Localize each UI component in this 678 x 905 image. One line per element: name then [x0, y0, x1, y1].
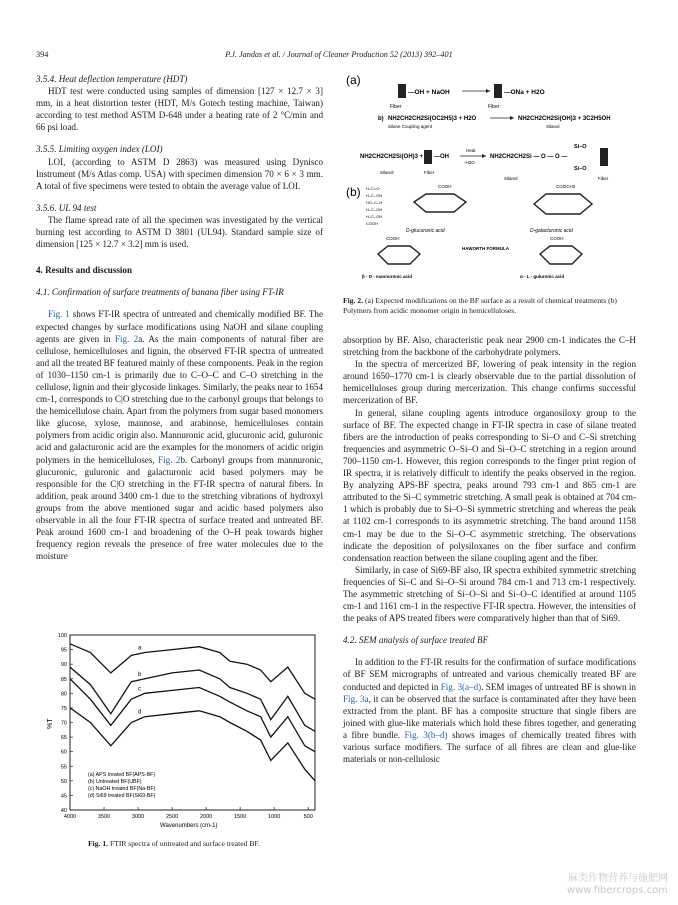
svg-text:—ONa + H2O: —ONa + H2O	[504, 89, 545, 96]
svg-text:D-glucuronic acid: D-glucuronic acid	[406, 228, 445, 234]
svg-text:HAWORTH FORMULA: HAWORTH FORMULA	[462, 246, 509, 251]
svg-text:-H2O: -H2O	[464, 160, 475, 165]
svg-text:H–C=O: H–C=O	[366, 186, 380, 191]
heading-4-1: 4.1. Confirmation of surface treatments of banana fiber using FT-IR	[36, 287, 284, 298]
series-line	[70, 708, 315, 781]
fig1-link[interactable]: Fig. 1	[48, 309, 70, 320]
svg-text:Silane Coupling agent: Silane Coupling agent	[388, 124, 433, 129]
x-tick-label: 3000	[131, 814, 145, 820]
x-tick-label: 1000	[268, 814, 281, 820]
heading-3-5-4: 3.5.4. Heat deflection temperature (HDT)	[36, 74, 188, 84]
svg-text:Fiber: Fiber	[488, 104, 500, 110]
y-tick-label: 70	[60, 720, 67, 727]
x-tick-label: 500	[303, 814, 313, 820]
heading-3-5-5: 3.5.5. Limiting oxygen index (LOI)	[36, 144, 163, 155]
svg-text:D-galacturonic acid: D-galacturonic acid	[530, 228, 573, 234]
right-column-text	[343, 334, 636, 765]
fig3ad-link[interactable]: Fig. 3(a–d)	[440, 681, 482, 692]
fig3bd-link[interactable]: Fig. 3(b–d)	[404, 729, 448, 740]
watermark: 麻类作物营养与施肥网 www.fibercrops.com	[566, 873, 668, 896]
y-tick-label: 55	[60, 764, 67, 771]
svg-text:COOH: COOH	[550, 236, 564, 241]
figure-1	[40, 625, 320, 833]
paragraph-loi: LOI, (according to ASTM D 2863) was measured using Dynisco Instrument (M/s Atlas comp. USA) with specimen dimension 70 × 6 × 3 mm. A total of five specimens were tested to obtain the average value of LOI.	[36, 156, 323, 191]
curve-label: d	[138, 709, 142, 716]
heading-3-5-6: 3.5.6. UL 94 test	[36, 202, 97, 213]
curve-label: c	[138, 686, 142, 693]
x-tick-label: 1500	[234, 814, 247, 820]
y-tick-label: 60	[60, 749, 67, 756]
svg-text:H–C–OH: H–C–OH	[366, 214, 383, 219]
svg-text:NH2CH2CH2Si(OC2H5)3 + H2O: NH2CH2CH2Si(OC2H5)3 + H2O	[388, 116, 477, 122]
svg-text:Fiber: Fiber	[424, 170, 435, 175]
fig3a-link[interactable]: Fig. 3a	[343, 693, 369, 704]
paragraph-sem: In addition to the FT-IR results for the confirmation of surface modifications of BF SEM micrographs of untreated and various chemically treated BF are conducted and depicted in Fig. 3(a–d). SEM images of untreated BF is shown in Fig. 3a, it can be observed that the surface is contaminated after they have been extracted from the plant. BF has a composite structure that single fibers are joined with glue-like materials which hold these fibres together, and generating a fibre bundle. Fig. 3(b–d) shows images of chemically treated fibres with various surface modifiers. The surface of all fibres are clean and glue-like materials or non-cellulosic	[343, 657, 636, 765]
x-tick-label: 3500	[97, 814, 111, 820]
svg-text:Silanol: Silanol	[504, 176, 518, 181]
y-tick-label: 45	[60, 793, 67, 800]
reaction-scheme	[344, 72, 639, 290]
svg-text:b): b)	[378, 116, 384, 122]
y-tick-label: 80	[60, 691, 67, 698]
curve-label: a	[138, 645, 142, 652]
x-tick-label: 2000	[199, 814, 213, 820]
paragraph-silane: In general, silane coupling agents introduce organosiloxy group to the surface of BF. The expected change in FT-IR spectra in case of silane treated fibers are the introduction of peaks corresponding to Si–O and C–Si stretching frequencies and asymmetric O–Si–O and Si–O–C stretching in a region around 700–1150 cm-1. However, this region corresponds to the finger print region of IR spectra, it is relatively difficult to identify the peaks observed in the region. By analyzing APS-BF spectra, peaks around 793 cm-1 and 865 cm-1 are attributed to the Si–C symmetric stretching. A small peak is obtained at 704 cm-1 which is probably due to Si–O–Si symmetric stretching and whereas the peak at 1102 cm-1 corresponds to its asymmetric stretching. The band around 1158 cm-1 may be due to the Si–O–C asymmetric stretching. The observations indicate the deposition of polysiloxanes on the fiber surface and confirm condensation reaction between the silane coupling agent and the fiber.	[343, 407, 636, 563]
paragraph-hdt: HDT test were conducted using samples of dimension [127 × 12.7 × 3] mm, in a heat distortion tester (HDT, M/s Gotech testing machine, Taiwan) according to test method ASTM D-648 under a heating rate of 2 °C/min and 66 psi load.	[36, 86, 323, 133]
svg-text:NH2CH2CH2Si — O — O —: NH2CH2CH2Si — O — O —	[490, 154, 568, 160]
paragraph-ul94: The flame spread rate of all the specimen was investigated by the vertical burning test according to ASTM D 3801 (UL94). Standard sample size of dimension [125 × 12.7 × 3.2] mm is used.	[36, 214, 323, 250]
paragraph-absorption: absorption by BF. Also, characteristic peak near 2900 cm-1 indicates the C–H stretching from the backbone of the carbohydrate polymers.	[343, 335, 636, 358]
series-line	[70, 667, 315, 731]
galacturonic-ring	[534, 194, 592, 214]
svg-text:Heat: Heat	[466, 148, 476, 153]
x-tick-label: 2500	[165, 814, 179, 820]
x-axis-label: Wavenumbers (cm-1)	[160, 823, 218, 829]
x-tick-label: 4000	[63, 814, 77, 820]
svg-text:—OH + NaOH: —OH + NaOH	[408, 89, 450, 96]
paragraph-ftir: Fig. 1 shows FT-IR spectra of untreated and chemically modified BF. The expected changes by surface modifications using NaOH and silane coupling agents are given in Fig. 2a. As the main components of natural fiber are cellulose, hemicelluloses and lignin, the observed FT-IR spectra of untreated and all the treated BF featured mainly of these components. Peak in the region of 1030–1150 cm-1 is primarily due to C–O–C and C–O stretching in the cellulose, lignin and their glycoside linkages. Similarly, the peaks near to 1654 cm-1, corresponds to C|O stretching due to the carbonyl groups that belongs to the hemicellulose chain. Apart from the polymers from sugar based monomers like glucose, xylose, mannose, and arabinose, hemicelluloses contain polymers from acidic origin also. Mannuronic acid, glucuronic acid, guluronic acid and galacturonic acid are the examples for the monomers of acidic origin polymers in the hemicelluloses, Fig. 2b. Carbonyl groups from mannuronic, glucuronic, guluronic and galacturonic acid based polymers may be responsible for the C|O stretching in the FT-IR spectra of natural fibers. In addition, peak around 3400 cm-1 due to the stretching vibrations of hydroxyl groups from the above mentioned sugar and acidic based polymers also observable in all the four FT-IR spectra of surface treated and untreated BF. Peak around 1600 cm-1 and broadening of the O–H peak towards higher frequency region reveals the presence of free water molecules due to the moisture	[36, 309, 324, 562]
figure-2-caption: Fig. 2. (a) Expected modifications on the BF surface as a result of chemical treatments (b) Polymers from acidic monomer origin in hemicelluloses.	[343, 296, 617, 315]
svg-text:α - L - guluronic acid: α - L - guluronic acid	[520, 274, 565, 279]
y-tick-label: 100	[57, 633, 67, 639]
figure-2	[344, 72, 639, 290]
legend-entry: (a) APS treated BF(APS-BF)	[88, 772, 156, 778]
y-tick-label: 90	[60, 662, 67, 669]
svg-text:H–C–OH: H–C–OH	[366, 207, 383, 212]
svg-text:Silanol: Silanol	[380, 170, 394, 175]
figure-1-caption: Fig. 1. FTIR spectra of untreated and surface treated BF.	[88, 839, 260, 848]
fig2-link[interactable]: Fig. 2	[114, 333, 139, 344]
svg-text:Silanol: Silanol	[546, 124, 560, 129]
svg-text:H–C–OH: H–C–OH	[366, 193, 383, 198]
svg-text:COOH: COOH	[438, 184, 452, 189]
fig2b-link[interactable]: Fig. 2	[158, 454, 181, 465]
svg-text:NH2CH2CH2Si(OH)3 +: NH2CH2CH2Si(OH)3 +	[360, 154, 424, 160]
legend-entry: (d) Si69 treated BF(Si69-BF)	[88, 793, 156, 799]
legend-entry: (c) NaOH treated BF(Na-BF)	[88, 786, 156, 792]
y-axis-label: %T	[47, 718, 54, 729]
running-header: P.J. Jandas et al. / Journal of Cleaner Production 52 (2013) 392–401	[225, 50, 453, 59]
svg-text:β - D - mannuronic acid: β - D - mannuronic acid	[362, 274, 413, 279]
left-column-text	[36, 73, 323, 562]
svg-text:COOH: COOH	[366, 221, 378, 226]
svg-text:COOCH3: COOCH3	[556, 184, 576, 189]
svg-text:—OH: —OH	[434, 154, 449, 160]
heading-4-2: 4.2. SEM analysis of surface treated BF	[343, 635, 489, 646]
y-tick-label: 50	[60, 778, 67, 785]
svg-text:Si–O: Si–O	[574, 166, 587, 172]
svg-text:Fiber: Fiber	[598, 176, 609, 181]
mannuronic-ring	[378, 246, 420, 264]
y-tick-label: 85	[60, 676, 67, 683]
svg-text:NH2CH2CH2Si(OH)3 + 3C2H5OH: NH2CH2CH2Si(OH)3 + 3C2H5OH	[518, 116, 611, 122]
y-tick-label: 65	[60, 735, 67, 742]
panel-a-label: (a)	[346, 73, 361, 87]
series-line	[70, 644, 315, 699]
svg-text:COOH: COOH	[386, 236, 400, 241]
glucuronic-ring	[414, 194, 466, 212]
paragraph-mercerized: In the spectra of mercerized BF, lowering of peak intensity in the region around 1650–1770 cm-1 is clearly observable due to the partial dissolution of hemicelluloses group during mercerization. This change confirms successful mercerization of BF.	[343, 359, 636, 406]
curve-label: b	[138, 671, 142, 678]
svg-text:Si–O: Si–O	[574, 144, 587, 150]
legend-entry: (b) Untreated BF(UBF)	[88, 779, 142, 785]
y-tick-label: 95	[60, 647, 67, 654]
svg-text:Fiber: Fiber	[390, 104, 402, 110]
open-chain-formula	[366, 186, 382, 226]
y-tick-label: 75	[60, 705, 67, 712]
guluronic-ring	[540, 246, 582, 264]
paragraph-si69: Similarly, in case of Si69-BF also, IR spectra exhibited symmetric stretching frequencies of Si–C and Si–O–Si around 784 cm-1 and 713 cm-1 respectively. The asymmetric stretching of Si–O–Si and Si–O–C identified at around 1105 cm-1 and 1161 cm-1 in the respective FT-IR spectra. However, the intensities of the peaks of APS treated fibers were comparatively higher than that of Si69.	[343, 564, 636, 624]
svg-text:HO–C–H: HO–C–H	[366, 200, 383, 205]
ftir-chart	[40, 625, 320, 833]
heading-4: 4. Results and discussion	[36, 265, 133, 276]
page-number: 394	[36, 50, 49, 59]
panel-b-label: (b)	[346, 185, 361, 199]
y-tick-label: 40	[60, 808, 67, 814]
fiber-block	[398, 84, 406, 98]
fiber-block	[494, 84, 502, 98]
